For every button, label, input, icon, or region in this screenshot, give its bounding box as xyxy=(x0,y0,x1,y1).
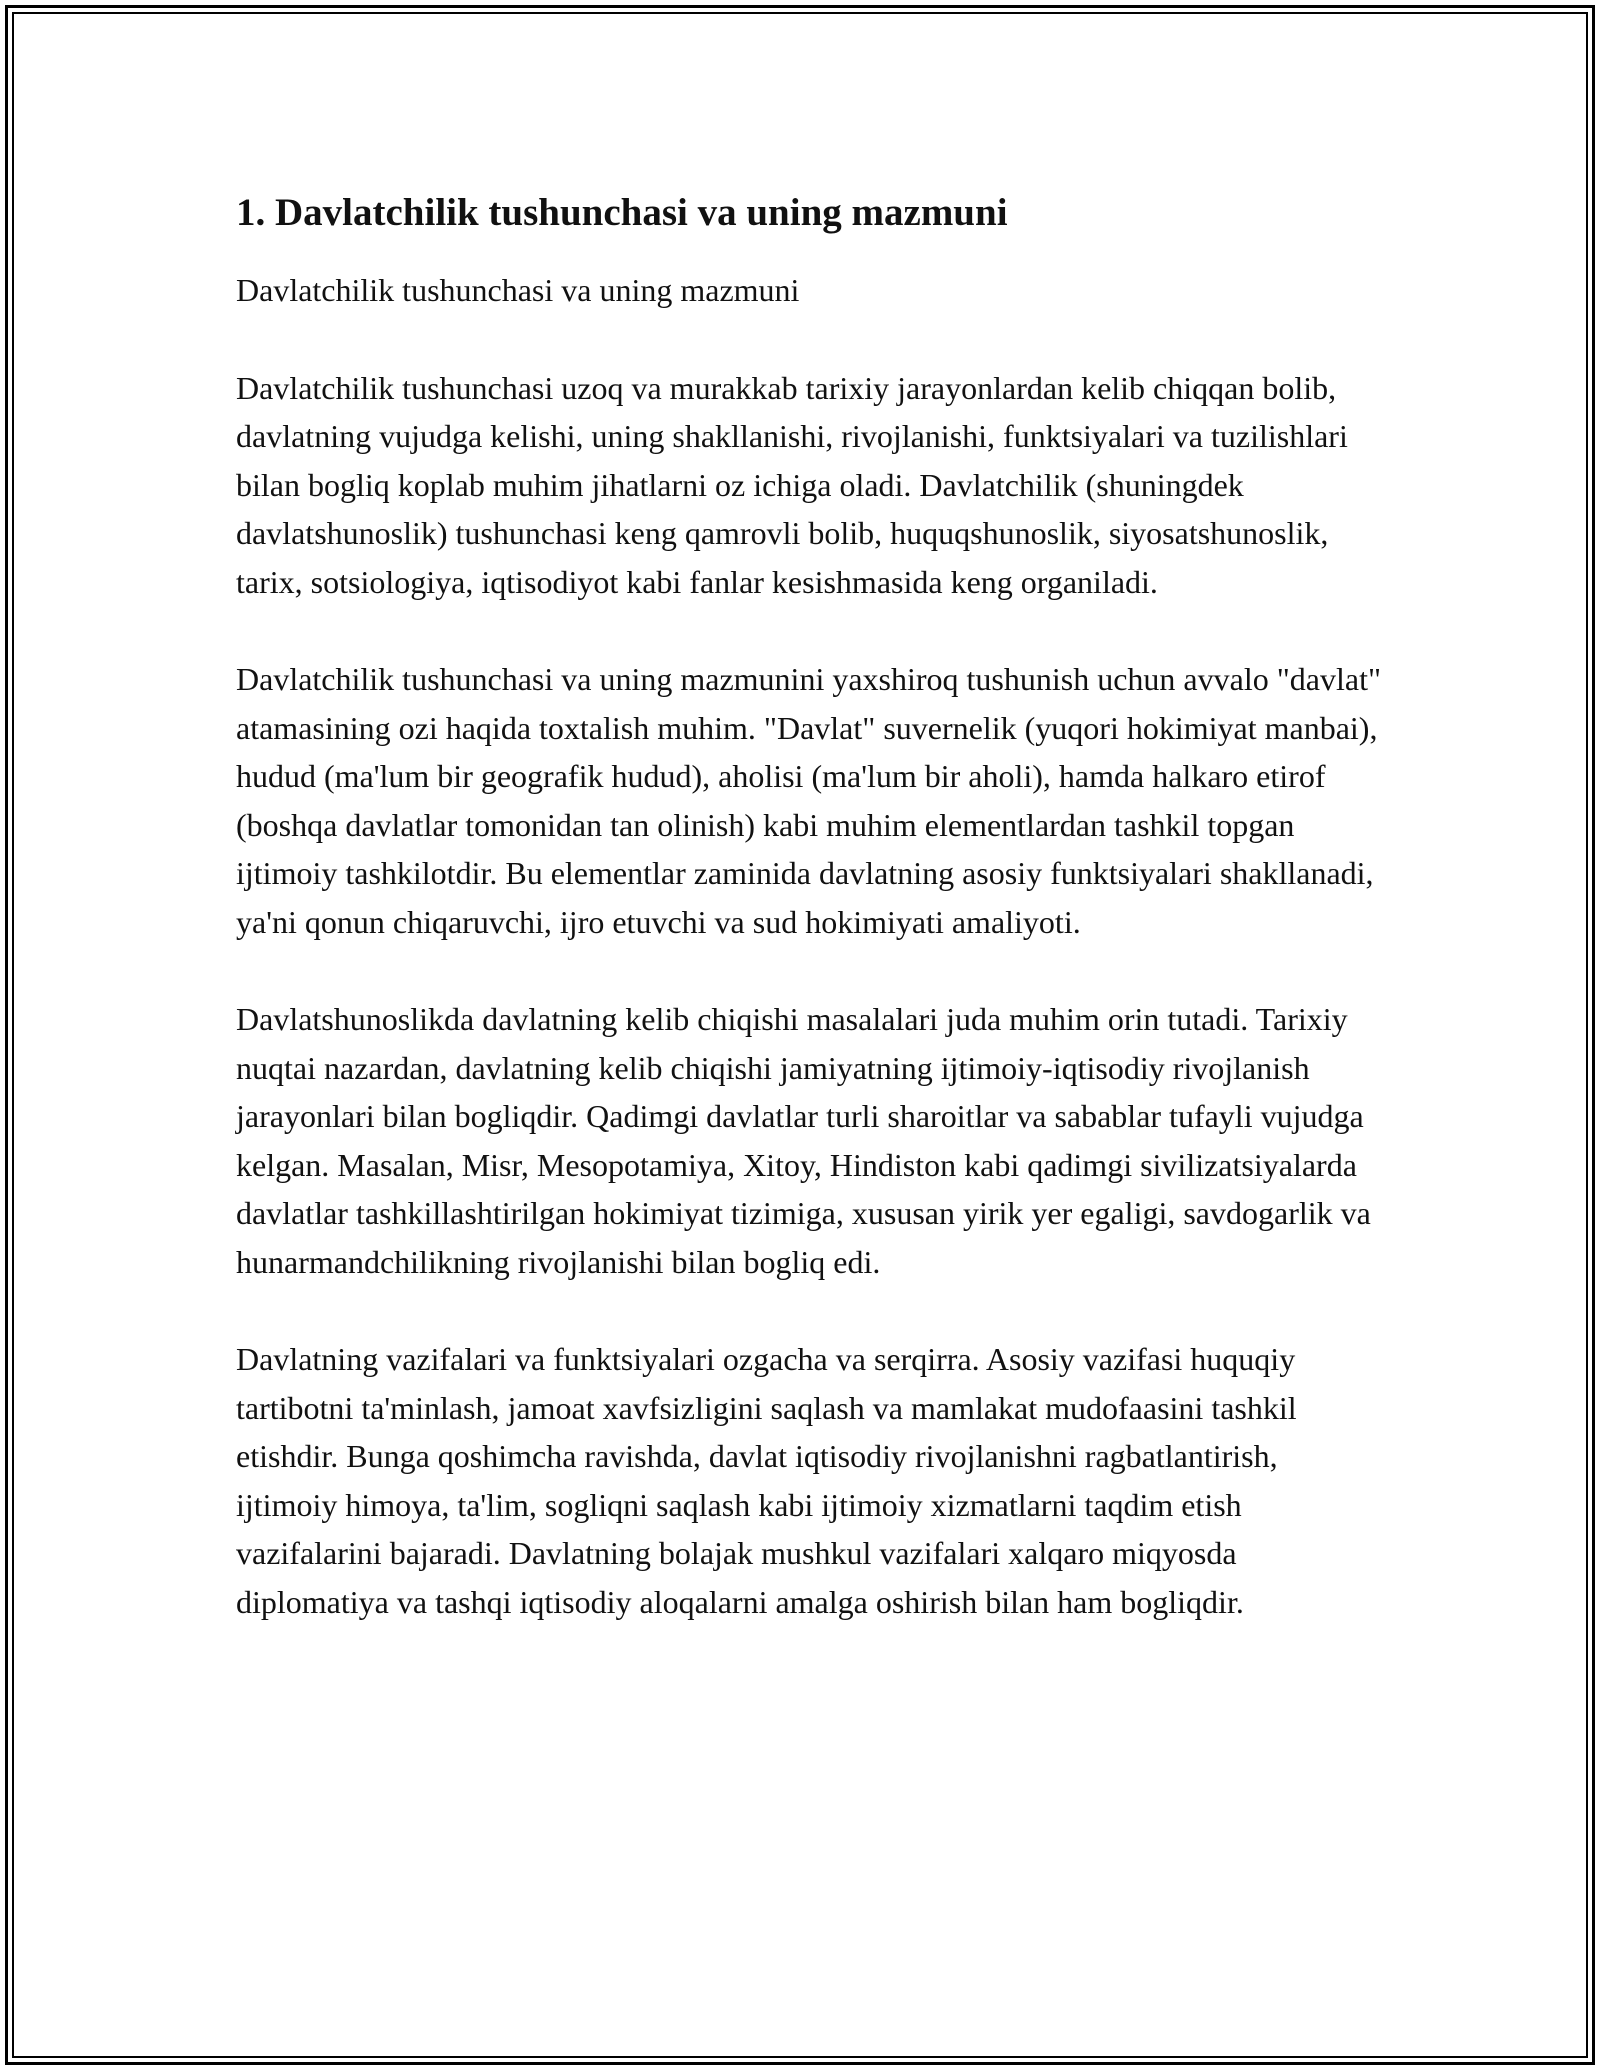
document-body xyxy=(236,188,1386,1675)
body-paragraph-3: Davlatshunoslikda davlatning kelib chiqishi masalalari juda muhim orin tutadi. Tarixiy nuqtai nazardan, davlatning kelib chiqishi jamiyatning ijtimoiy-iqtisodiy rivojlanish jarayonlari bilan bogliqdir. Qadimgi davlatlar turli sharoitlar va sabablar tufayli vujudga kelgan. Masalan, Misr, Mesopotamiya, Xitoy, Hindiston kabi qadimgi sivilizatsiyalarda davlatlar tashkillashtirilgan hokimiyat tizimiga, xususan yirik yer egaligi, savdogarlik va hunarmandchilikning rivojlanishi bilan bogliq edi. xyxy=(236,1001,1371,1280)
section-heading: 1. Davlatchilik tushunchasi va uning mazmuni xyxy=(236,191,1008,234)
body-paragraph-2: Davlatchilik tushunchasi va uning mazmunini yaxshiroq tushunish uchun avvalo "davlat" atamasining ozi haqida toxtalish muhim. "Davlat" suvernelik (yuqori hokimiyat manbai), hudud (ma'lum bir geografik hudud), aholisi (ma'lum bir aholi), hamda halkaro etirof (boshqa davlatlar tomonidan tan olinish) kabi muhim elementlardan tashkil topgan ijtimoiy tashkilotdir. Bu elementlar zaminida davlatning asosiy funktsiyalari shakllanadi, ya'ni qonun chiqaruvchi, ijro etuvchi va sud hokimiyati amaliyoti. xyxy=(236,661,1382,940)
body-paragraph-1: Davlatchilik tushunchasi uzoq va murakkab tarixiy jarayonlardan kelib chiqqan bolib, davlatning vujudga kelishi, uning shakllanishi, rivojlanishi, funktsiyalari va tuzilishlari bilan bogliq koplab muhim jihatlarni oz ichiga oladi. Davlatchilik (shuningdek davlatshunoslik) tushunchasi keng qamrovli bolib, huquqshunoslik, siyosatshunoslik, tarix, sotsiologiya, iqtisodiyot kabi fanlar kesishmasida keng organiladi. xyxy=(236,369,1348,600)
subtitle-paragraph: Davlatchilik tushunchasi va uning mazmuni xyxy=(236,272,800,308)
body-paragraph-4: Davlatning vazifalari va funktsiyalari ozgacha va serqirra. Asosiy vazifasi huquqiy tartibotni ta'minlash, jamoat xavfsizligini saqlash va mamlakat mudofaasini tashkil etishdir. Bunga qoshimcha ravishda, davlat iqtisodiy rivojlanishni ragbatlantirish, ijtimoiy himoya, ta'lim, sogliqni saqlash kabi ijtimoiy xizmatlarni taqdim etish vazifalarini bajaradi. Davlatning bolajak mushkul vazifalari xalqaro miqyosda diplomatiya va tashqi iqtisodiy aloqalarni amalga oshirish bilan ham bogliqdir. xyxy=(236,1341,1297,1620)
